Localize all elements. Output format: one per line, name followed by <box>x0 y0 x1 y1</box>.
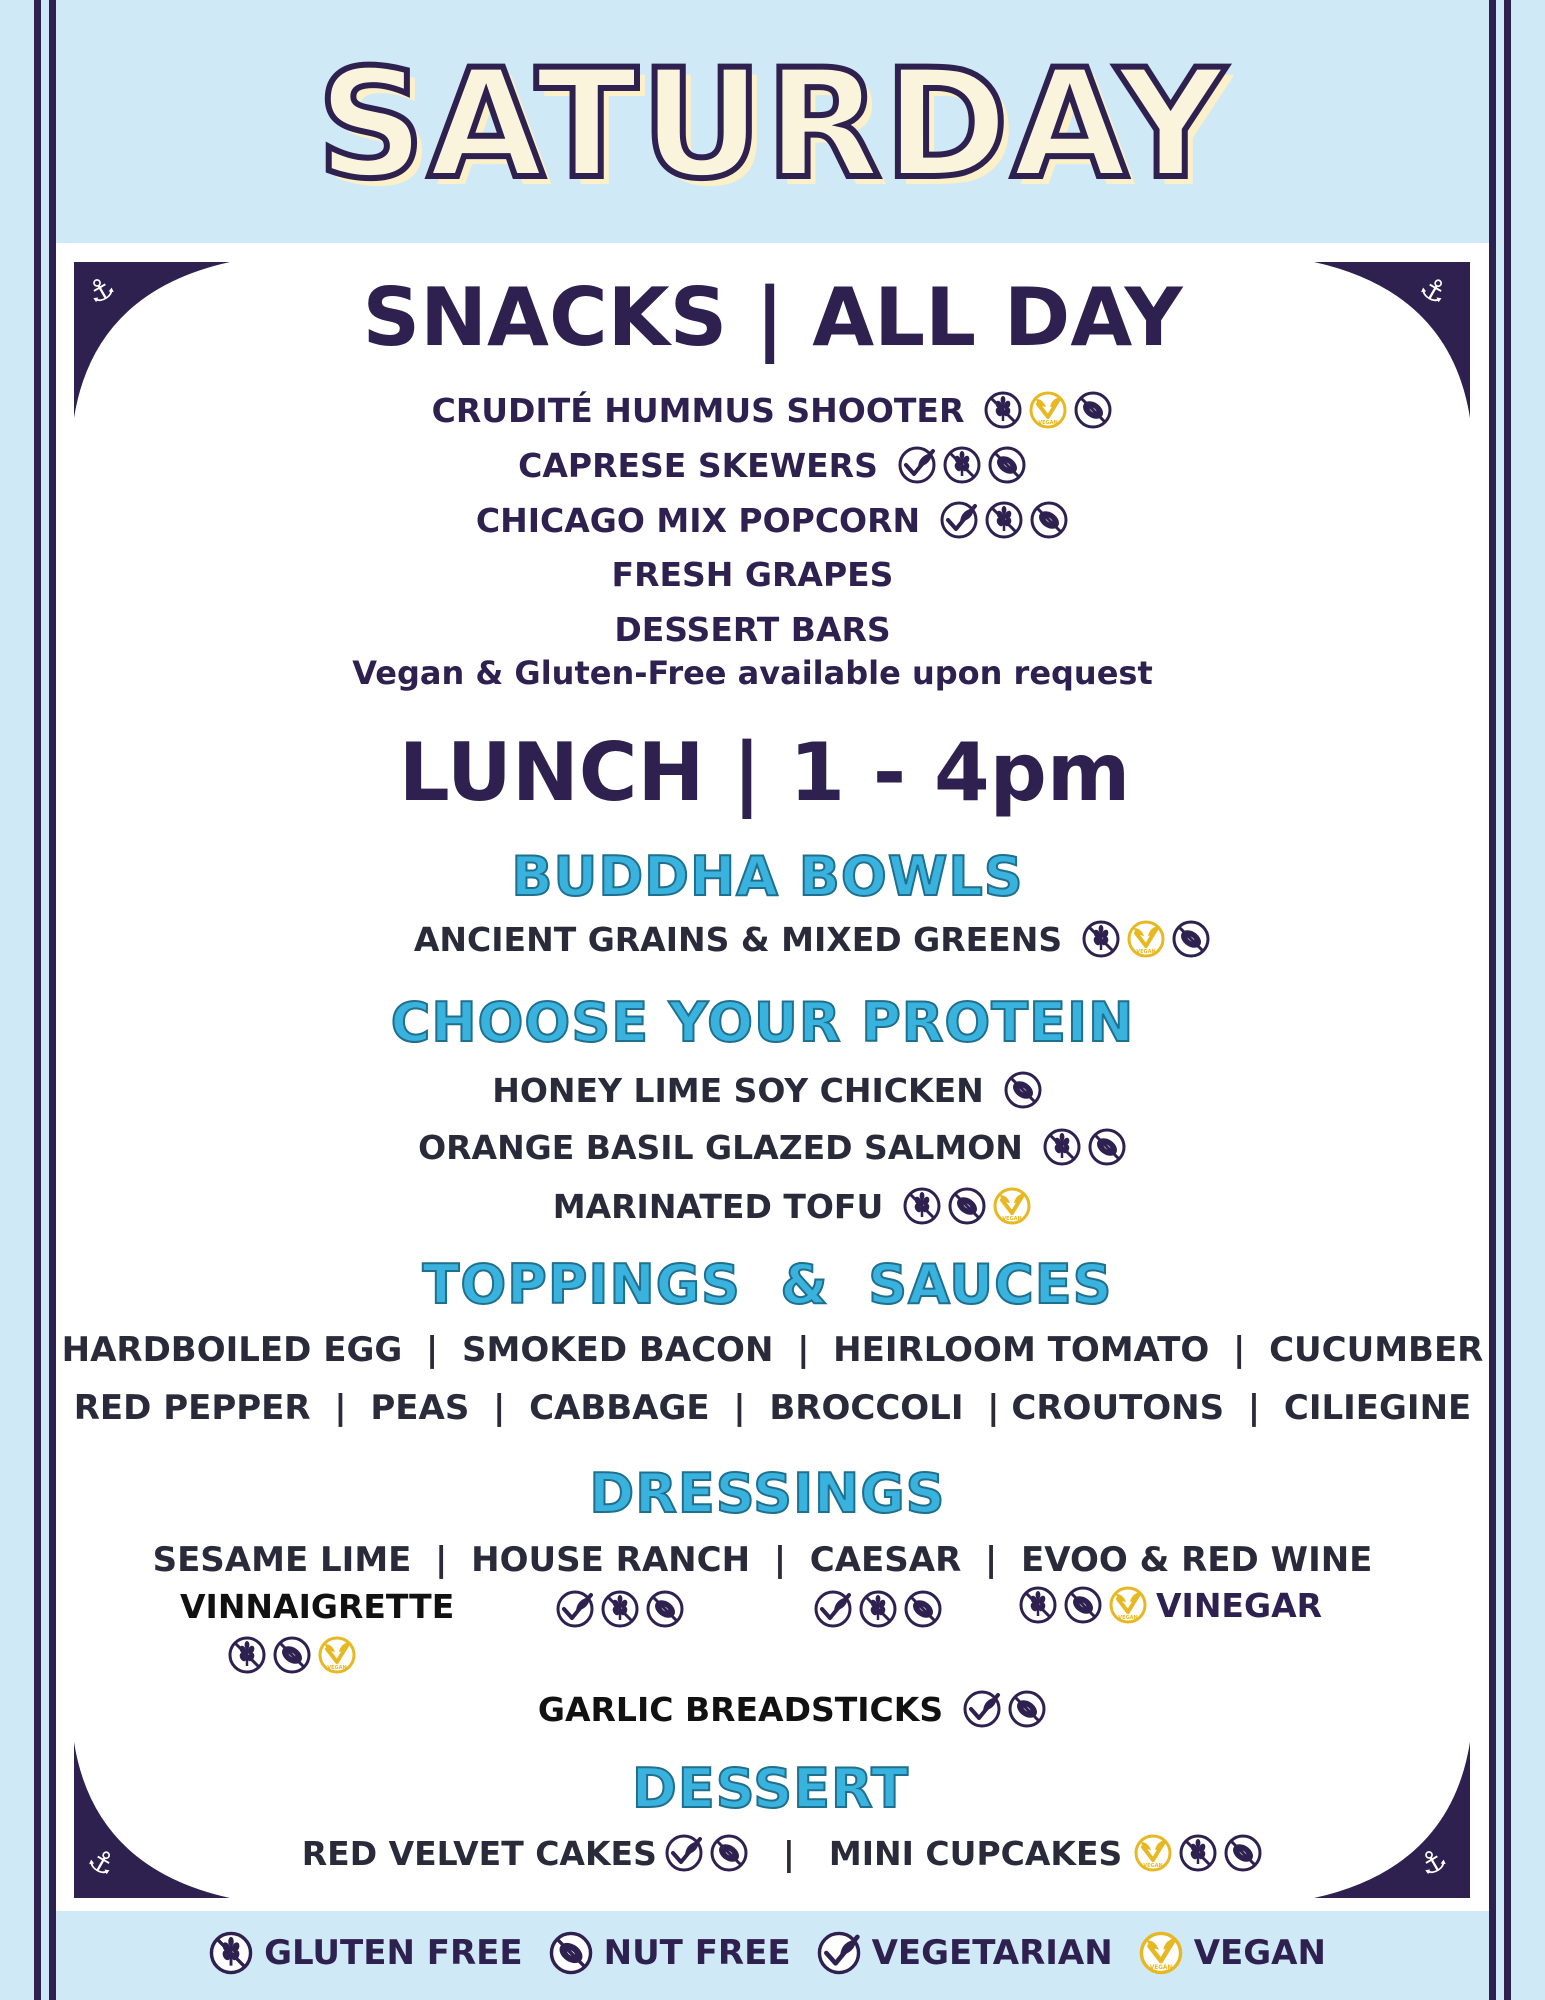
gluten-free-icon <box>858 1589 898 1629</box>
vegetarian-icon <box>555 1589 595 1629</box>
gluten-free-icon <box>983 390 1023 430</box>
dressings-heading: DRESSINGS <box>589 1462 946 1525</box>
dessert-items <box>10 1833 1545 1873</box>
nut-free-icon <box>903 1589 943 1629</box>
dressings-line: SESAME LIME | HOUSE RANCH | CAESAR | EVOO & RED WINE <box>152 1540 1373 1580</box>
vegan-icon <box>1028 390 1068 430</box>
diet-icons <box>222 1635 357 1675</box>
legend-label: GLUTEN FREE <box>264 1933 523 1973</box>
toppings-line-2: RED PEPPER | PEAS | CABBAGE | BROCCOLI | CROUTONS | CILIEGINE <box>73 1388 1472 1428</box>
legend-label: NUT FREE <box>603 1933 791 1973</box>
vegan-icon <box>1108 1585 1148 1625</box>
nut-free-icon <box>1029 500 1069 540</box>
dressing-sesame-continuation: VINNAIGRETTE <box>180 1587 455 1626</box>
vegan-icon <box>1138 1930 1184 1976</box>
nut-free-icon <box>645 1589 685 1629</box>
vegan-icon <box>992 1186 1032 1226</box>
nut-free-icon <box>987 445 1027 485</box>
dessert-heading: DESSERT <box>632 1757 909 1820</box>
menu-item-salmon <box>0 1127 1545 1167</box>
nut-free-icon <box>1003 1070 1043 1110</box>
dressing-evoo-continuation <box>1013 1585 1322 1625</box>
menu-item-grains <box>40 919 1545 959</box>
svg-text:VEGAN: VEGAN <box>1118 1615 1138 1621</box>
gluten-free-icon <box>1042 1127 1082 1167</box>
svg-text:VEGAN: VEGAN <box>1143 1863 1163 1869</box>
nut-free-icon <box>1223 1833 1263 1873</box>
menu-item-label: MARINATED TOFU <box>552 1186 884 1226</box>
lunch-heading: LUNCH | 1 - 4pm <box>398 726 1131 819</box>
menu-item-label: ANCIENT GRAINS & MIXED GREENS <box>413 919 1063 959</box>
diet-icons <box>1037 1127 1127 1167</box>
vegan-icon <box>1133 1833 1173 1873</box>
menu-item-chicken <box>0 1070 1540 1110</box>
diet-icons <box>978 390 1113 430</box>
gluten-free-icon <box>984 500 1024 540</box>
svg-text:VEGAN: VEGAN <box>327 1665 347 1671</box>
gluten-free-icon <box>902 1186 942 1226</box>
diet-icons <box>1128 1833 1263 1873</box>
anchor-icon: ⚓ <box>81 1840 123 1885</box>
menu-item-label: MINI CUPCAKES <box>828 1833 1123 1873</box>
gluten-free-icon <box>227 1635 267 1675</box>
nut-free-icon <box>947 1186 987 1226</box>
diet-icons <box>659 1833 749 1873</box>
vegetarian-icon <box>939 500 979 540</box>
dessert-separator: | <box>782 1833 795 1873</box>
gluten-free-icon <box>208 1930 254 1976</box>
menu-item-label: ORANGE BASIL GLAZED SALMON <box>418 1127 1023 1167</box>
gluten-free-icon <box>942 445 982 485</box>
dressing-evoo-vinegar: VINEGAR <box>1156 1585 1323 1625</box>
protein-heading: CHOOSE YOUR PROTEIN <box>390 991 1135 1054</box>
legend-label: VEGAN <box>1193 1933 1326 1973</box>
svg-text:VEGAN: VEGAN <box>1002 1216 1022 1222</box>
snacks-note: Vegan & Gluten-Free available upon request <box>352 654 1153 692</box>
gluten-free-icon <box>1018 1585 1058 1625</box>
menu-item-popcorn <box>0 500 1545 540</box>
vegetarian-icon <box>962 1689 1002 1729</box>
diet-icons <box>808 1589 943 1629</box>
nut-free-icon <box>272 1635 312 1675</box>
anchor-icon: ⚓ <box>1413 268 1455 313</box>
menu-item-label: CAPRESE SKEWERS <box>518 445 878 485</box>
legend-label: VEGETARIAN <box>871 1933 1113 1973</box>
diet-icons <box>957 1689 1047 1729</box>
menu-item-breadsticks <box>20 1689 1545 1729</box>
menu-item-label: RED VELVET CAKES <box>301 1833 657 1873</box>
diet-icons <box>550 1589 685 1629</box>
svg-text:VEGAN: VEGAN <box>1149 1965 1172 1972</box>
diet-icons <box>892 445 1027 485</box>
menu-item-label: CHICAGO MIX POPCORN <box>475 500 921 540</box>
day-title: SATURDAY <box>317 38 1228 212</box>
menu-item-dessert-bars <box>0 610 1525 649</box>
diet-icons <box>1013 1585 1148 1625</box>
gluten-free-icon <box>1178 1833 1218 1873</box>
nut-free-icon <box>548 1930 594 1976</box>
vegetarian-icon <box>813 1589 853 1629</box>
vegetarian-icon <box>897 445 937 485</box>
menu-item-label: HONEY LIME SOY CHICKEN <box>492 1070 984 1110</box>
nut-free-icon <box>1087 1127 1127 1167</box>
menu-item-hummus <box>0 390 1545 430</box>
gluten-free-icon <box>600 1589 640 1629</box>
menu-item-caprese <box>0 445 1545 485</box>
vegetarian-icon <box>664 1833 704 1873</box>
toppings-line-1: HARDBOILED EGG | SMOKED BACON | HEIRLOOM TOMATO | CUCUMBER <box>61 1330 1484 1370</box>
anchor-icon: ⚓ <box>1412 1840 1454 1885</box>
buddha-bowls-heading: BUDDHA BOWLS <box>511 845 1024 908</box>
diet-icons <box>1076 919 1211 959</box>
svg-text:VEGAN: VEGAN <box>1038 420 1059 426</box>
menu-item-label: DESSERT BARS <box>614 610 891 649</box>
diet-legend <box>0 1930 1545 1976</box>
menu-item-label: GARLIC BREADSTICKS <box>537 1689 944 1729</box>
diet-icons <box>934 500 1069 540</box>
menu-item-label: CRUDITÉ HUMMUS SHOOTER <box>431 390 965 430</box>
gluten-free-icon <box>1081 919 1121 959</box>
menu-item-label: FRESH GRAPES <box>611 555 894 594</box>
diet-icons <box>897 1186 1032 1226</box>
nut-free-icon <box>1171 919 1211 959</box>
vegan-icon <box>317 1635 357 1675</box>
svg-text:VEGAN: VEGAN <box>1136 949 1156 955</box>
menu-item-grapes <box>0 555 1525 594</box>
nut-free-icon <box>1063 1585 1103 1625</box>
vegetarian-icon <box>816 1930 862 1976</box>
toppings-heading: TOPPINGS & SAUCES <box>422 1253 1113 1316</box>
anchor-icon: ⚓ <box>80 268 122 313</box>
menu-item-tofu <box>20 1186 1545 1226</box>
nut-free-icon <box>709 1833 749 1873</box>
diet-icons <box>998 1070 1043 1110</box>
nut-free-icon <box>1007 1689 1047 1729</box>
nut-free-icon <box>1073 390 1113 430</box>
vegan-icon <box>1126 919 1166 959</box>
snacks-heading: SNACKS | ALL DAY <box>362 271 1183 364</box>
